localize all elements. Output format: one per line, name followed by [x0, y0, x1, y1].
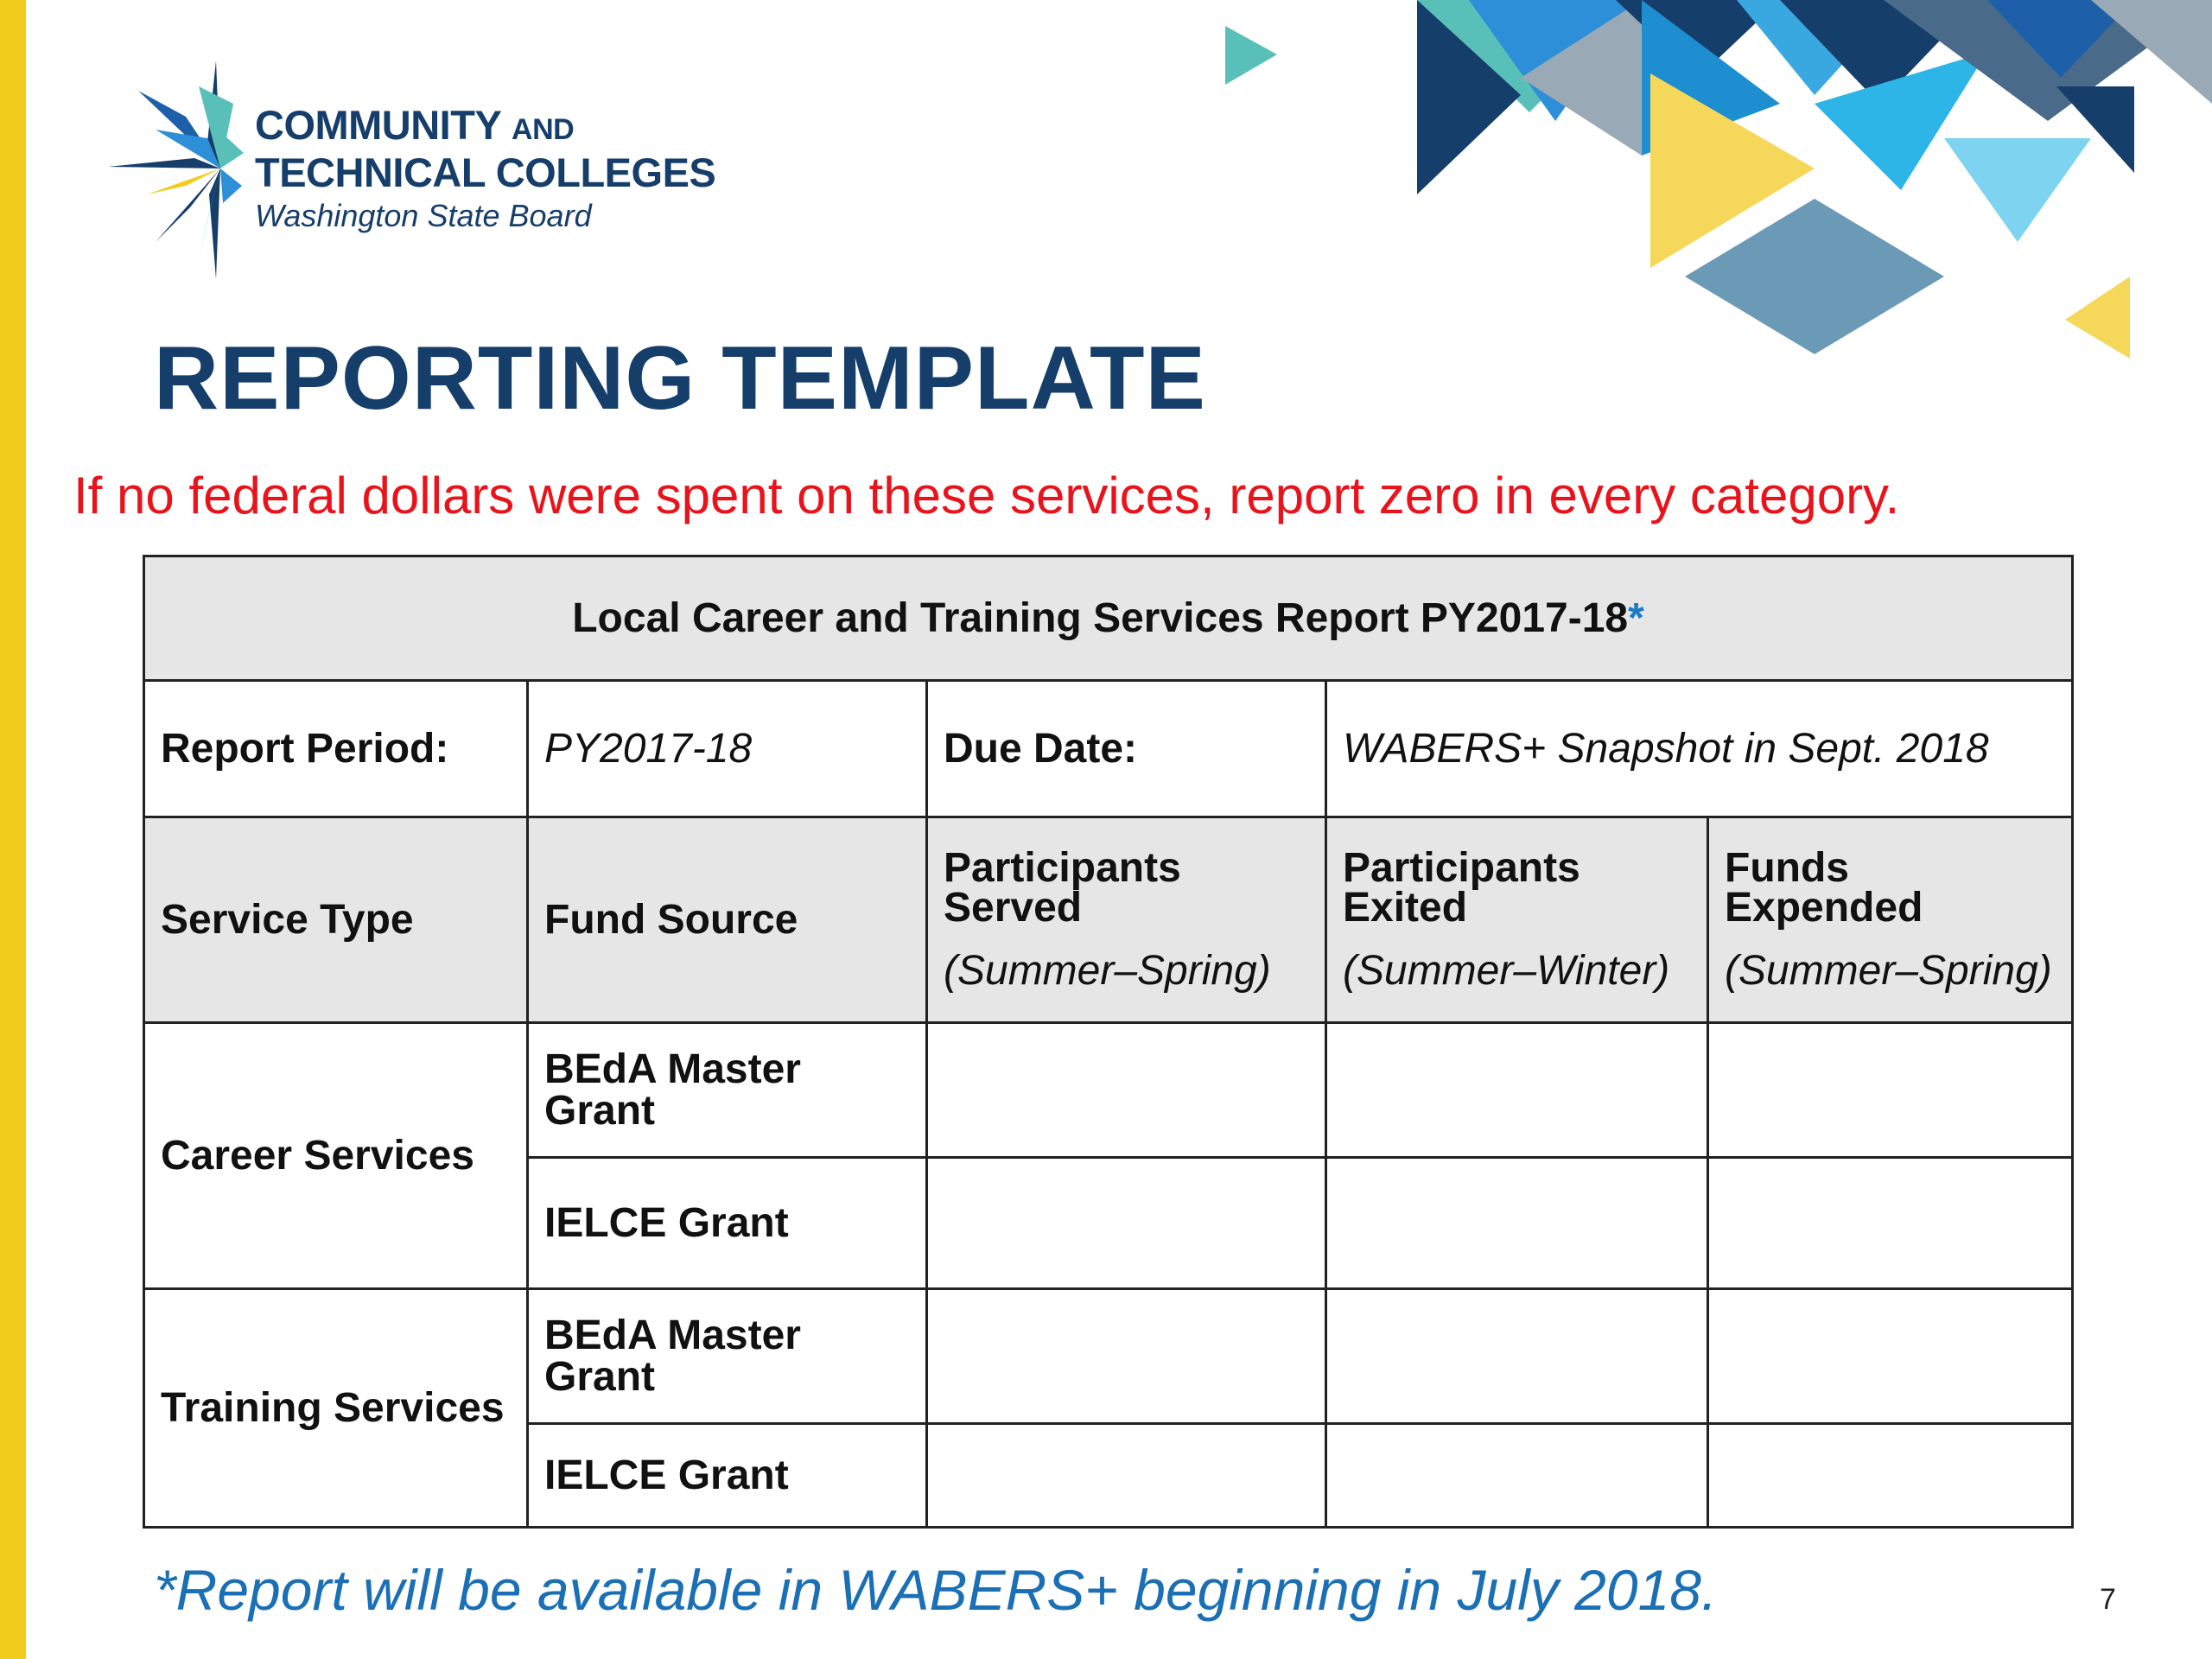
logo-text-line1: COMMUNITY AND [255, 102, 575, 148]
funds-expended-input-cell[interactable] [1708, 1289, 2073, 1424]
header-funds-expended [1708, 817, 2073, 1023]
header-fund-source: Fund Source [528, 817, 927, 1023]
header-service-type: Service Type [144, 817, 528, 1023]
header-funds-expended-label: Funds Expended [1725, 844, 1923, 931]
due-date-value: WABERS+ Snapshot in Sept. 2018 [1326, 681, 2073, 817]
sbctc-logo [104, 56, 743, 285]
participants-exited-input-cell[interactable] [1326, 1158, 1708, 1289]
header-participants-served-period: (Summer–Spring) [944, 947, 1271, 994]
report-period-label: Report Period: [144, 681, 528, 817]
services-report-table [143, 555, 2074, 1529]
report-title-asterisk: * [1628, 595, 1644, 641]
funds-expended-input-cell[interactable] [1708, 1158, 2073, 1289]
participants-served-input-cell[interactable] [927, 1289, 1326, 1424]
starburst-logo-icon [104, 56, 255, 285]
left-accent-bar [0, 0, 26, 1659]
column-header-row [144, 817, 2073, 1023]
availability-footnote: *Report will be available in WABERS+ beginning in July 2018. [154, 1558, 1718, 1622]
header-participants-served-label: Participants Served [944, 844, 1181, 931]
decorative-triangles [1192, 0, 2212, 372]
header-participants-exited [1326, 817, 1708, 1023]
header-funds-expended-period: (Summer–Spring) [1725, 947, 2052, 994]
participants-served-input-cell[interactable] [927, 1158, 1326, 1289]
fund-source-cell: BEdA Master Grant [528, 1023, 927, 1158]
service-type-career: Career Services [144, 1023, 528, 1289]
header-participants-exited-label: Participants Exited [1343, 844, 1580, 931]
participants-served-input-cell[interactable] [927, 1023, 1326, 1158]
funds-expended-input-cell[interactable] [1708, 1424, 2073, 1528]
page-number: 7 [2100, 1583, 2116, 1616]
logo-text-line2: TECHNICAL COLLEGES [255, 149, 716, 195]
table-row [144, 1289, 2073, 1424]
fund-source-cell: IELCE Grant [528, 1424, 927, 1528]
fund-source-cell: IELCE Grant [528, 1158, 927, 1289]
fund-source-cell: BEdA Master Grant [528, 1289, 927, 1424]
due-date-label: Due Date: [927, 681, 1326, 817]
table-row [144, 1023, 2073, 1158]
header-participants-exited-period: (Summer–Winter) [1343, 947, 1670, 994]
page-title: REPORTING TEMPLATE [154, 328, 1206, 429]
participants-exited-input-cell[interactable] [1326, 1424, 1708, 1528]
report-period-row [144, 681, 2073, 817]
logo-text-line3: Washington State Board [255, 198, 592, 233]
report-title-row [144, 556, 2073, 681]
report-title-cell [144, 556, 2073, 681]
service-type-training: Training Services [144, 1289, 528, 1528]
participants-exited-input-cell[interactable] [1326, 1289, 1708, 1424]
participants-served-input-cell[interactable] [927, 1424, 1326, 1528]
report-period-value: PY2017-18 [528, 681, 927, 817]
participants-exited-input-cell[interactable] [1326, 1023, 1708, 1158]
funds-expended-input-cell[interactable] [1708, 1023, 2073, 1158]
header-participants-served [927, 817, 1326, 1023]
report-title: Local Career and Training Services Report PY2017-18 [572, 595, 1629, 641]
zero-report-notice: If no federal dollars were spent on these services, report zero in every category. [73, 467, 1900, 524]
